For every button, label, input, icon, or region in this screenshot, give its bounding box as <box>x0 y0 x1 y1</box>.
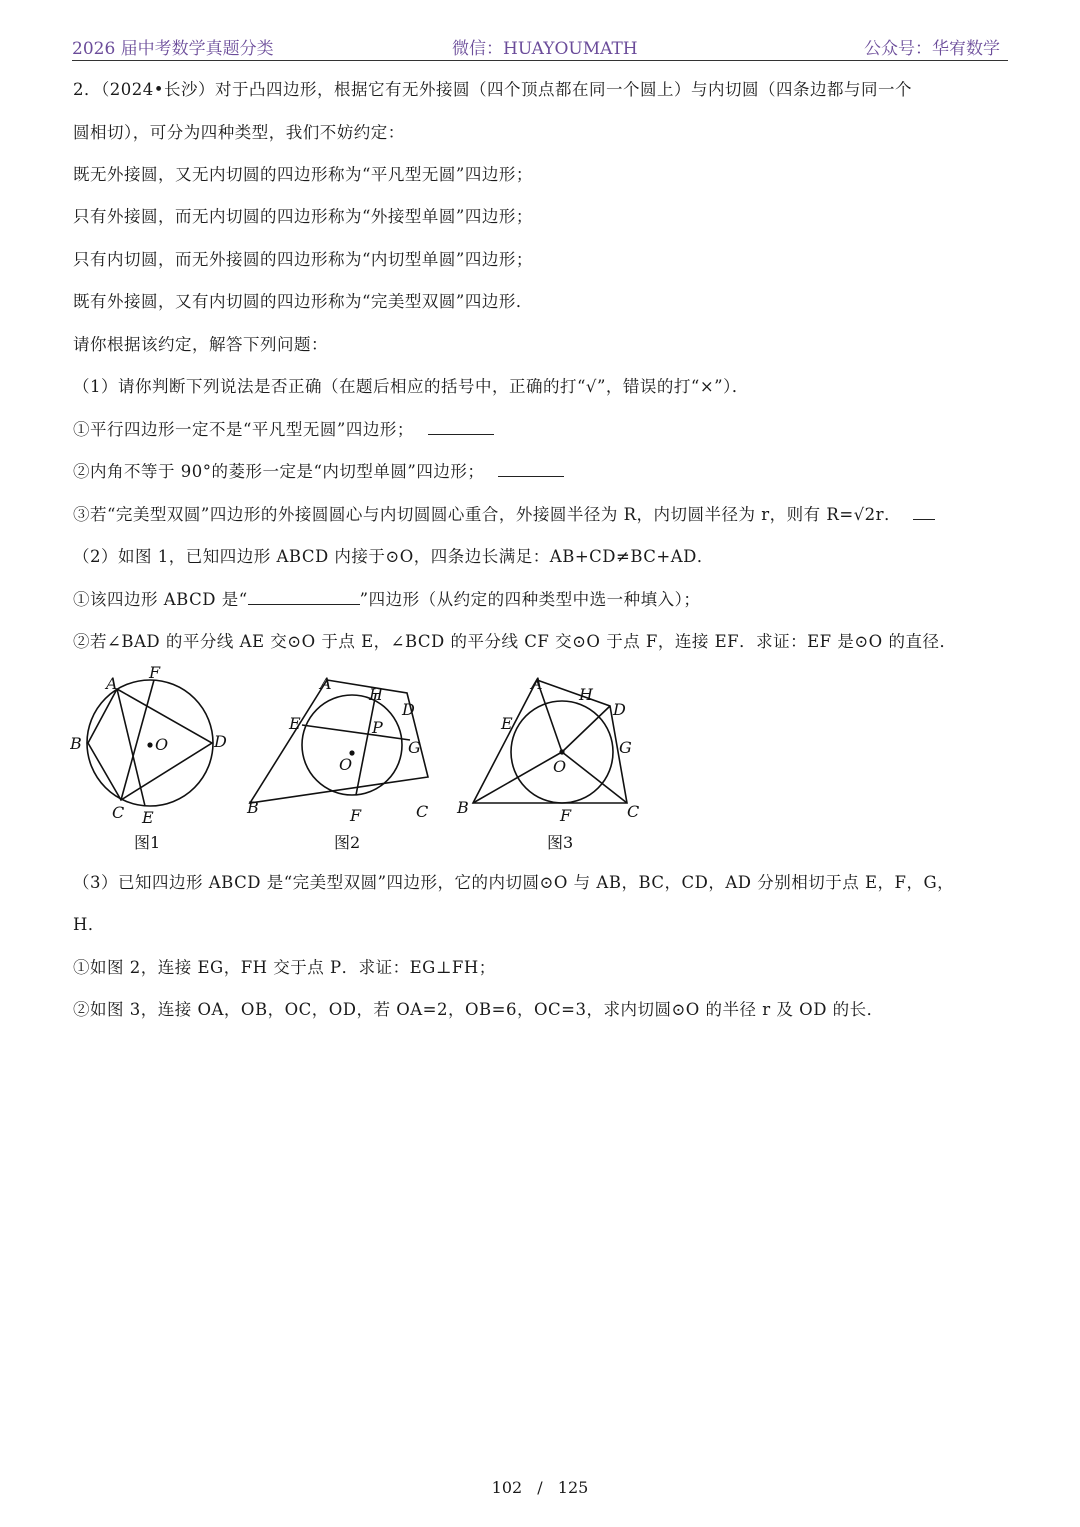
answer-blank[interactable] <box>428 420 494 435</box>
fig2-label: P <box>372 718 383 737</box>
part2-item-1-text-b: ”四边形（从约定的四种类型中选一种填入）； <box>359 590 701 609</box>
fig1-label: F <box>149 665 161 682</box>
fig2-label: E <box>289 714 301 733</box>
fig3-label: B <box>457 798 469 817</box>
fig3-label: F <box>560 806 572 825</box>
page-header <box>72 30 1008 61</box>
answer-blank[interactable] <box>913 505 935 520</box>
instruction-line: 请你根据该约定，解答下列问题： <box>73 335 328 354</box>
part2-item-1-text-a: ①该四边形 ABCD 是“ <box>73 590 248 609</box>
definition-line: 既有外接圆，又有内切圆的四边形称为“完美型双圆”四边形． <box>73 292 533 311</box>
part1-line: （1）请你判断下列说法是否正确（在题后相应的括号中，正确的打“√”，错误的打“×”）． <box>73 377 749 396</box>
fig3-label: C <box>627 802 640 821</box>
fig1-label: D <box>214 732 227 751</box>
answer-blank[interactable] <box>498 462 564 477</box>
fig1-caption: 图1 <box>134 833 161 852</box>
part3-item-2: ②如图 3，连接 OA，OB，OC，OD，若 OA=2，OB=6，OC=3，求内切圆⊙O 的半径 r 及 OD 的长． <box>73 1000 884 1019</box>
fig2-label: H <box>369 685 383 704</box>
fig1-label: O <box>155 735 169 754</box>
fig3-caption: 图3 <box>547 833 574 852</box>
fig1-label: A <box>106 674 118 693</box>
fig2-label: B <box>247 798 259 817</box>
fig3-label: H <box>579 685 593 704</box>
part1-item-2-text: ②内角不等于 90°的菱形一定是“内切型单圆”四边形； <box>73 462 485 481</box>
page-separator: / <box>537 1478 543 1497</box>
definition-line: 只有外接圆，而无内切圆的四边形称为“外接型单圆”四边形； <box>73 207 533 226</box>
header-account: 公众号：华宥数学 <box>864 39 1000 59</box>
figures <box>70 665 650 855</box>
problem-line: 圆相切），可分为四种类型，我们不妨约定： <box>73 123 405 142</box>
page-number: 102 <box>491 1478 523 1497</box>
part1-item-2 <box>73 458 564 482</box>
fig2-label: O <box>339 755 353 774</box>
page-total: 125 <box>557 1478 589 1497</box>
page-footer <box>0 1478 1080 1497</box>
part2-item-2: ②若∠BAD 的平分线 AE 交⊙O 于点 E，∠BCD 的平分线 CF 交⊙O 于点 F，连接 EF．求证：EF 是⊙O 的直径． <box>73 632 957 651</box>
part2-line: （2）如图 1，已知四边形 ABCD 内接于⊙O，四条边长满足：AB+CD≠BC+AD． <box>73 547 714 566</box>
answer-blank[interactable] <box>248 590 360 605</box>
part1-item-3-text: ③若“完美型双圆”四边形的外接圆圆心与内切圆圆心重合，外接圆半径为 R，内切圆半径为 r，则有 R=√2r． <box>73 505 902 524</box>
definition-line: 只有内切圆，而无外接圆的四边形称为“内切型单圆”四边形； <box>73 250 533 269</box>
definition-line: 既无外接圆，又无内切圆的四边形称为“平凡型无圆”四边形； <box>73 165 533 184</box>
fig2-label: F <box>350 806 362 825</box>
fig2-label: A <box>320 674 332 693</box>
fig2-label: G <box>408 738 421 757</box>
fig3-label: A <box>531 674 543 693</box>
fig3-label: G <box>619 738 632 757</box>
part1-item-1 <box>73 416 494 440</box>
fig3-label: E <box>501 714 513 733</box>
part3-line: （3）已知四边形 ABCD 是“完美型双圆”四边形，它的内切圆⊙O 与 AB，BC，CD，AD 分别相切于点 E，F，G， <box>73 873 955 892</box>
part1-item-1-text: ①平行四边形一定不是“平凡型无圆”四边形； <box>73 420 414 439</box>
header-wechat: 微信：HUAYOUMATH <box>452 39 638 59</box>
fig1-label: C <box>112 803 125 822</box>
fig2-caption: 图2 <box>334 833 361 852</box>
fig2-label: C <box>416 802 429 821</box>
part2-item-1 <box>73 586 700 610</box>
fig3-label: O <box>553 757 567 776</box>
header-title: 2026 届中考数学真题分类 <box>72 39 274 59</box>
fig3-label: D <box>613 700 626 719</box>
part3-line: H． <box>73 915 105 934</box>
problem-line: 2．（2024•长沙）对于凸四边形，根据它有无外接圆（四个顶点都在同一个圆上）与内切圆（四条边都与同一个 <box>73 80 912 99</box>
part3-item-1: ①如图 2，连接 EG，FH 交于点 P．求证：EG⊥FH； <box>73 958 496 977</box>
fig2-label: D <box>402 700 415 719</box>
fig1-label: E <box>142 808 154 827</box>
fig1-label: B <box>70 734 82 753</box>
part1-item-3 <box>73 501 935 525</box>
